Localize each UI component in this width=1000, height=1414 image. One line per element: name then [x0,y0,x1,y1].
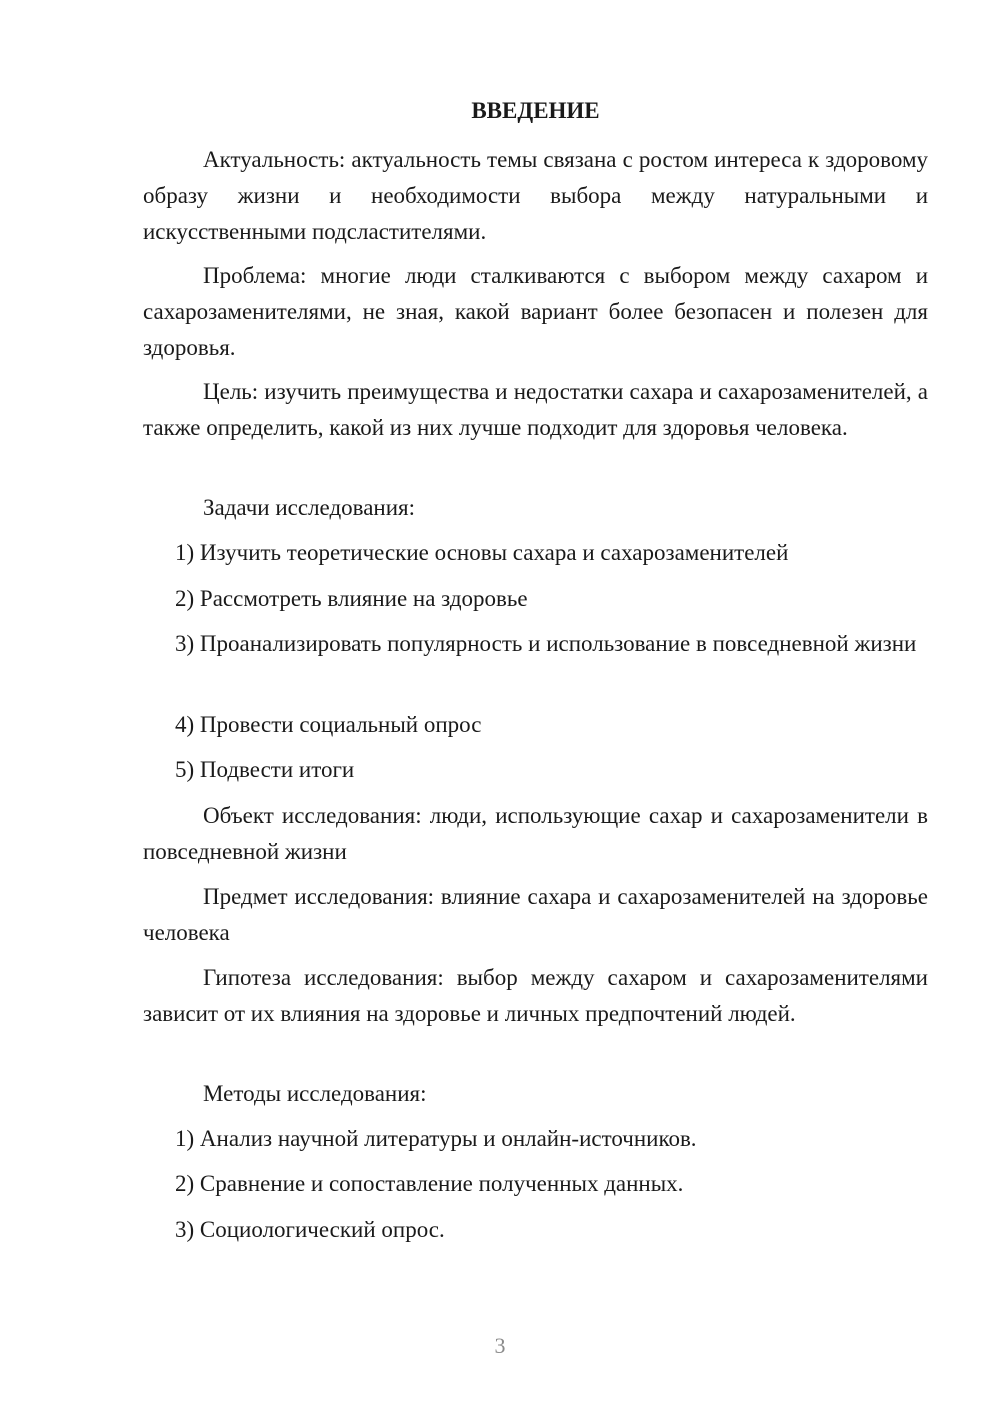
page-number: 3 [494,1333,506,1358]
method-item: 1) Анализ научной литературы и онлайн-источников. [175,1126,697,1151]
actuality-paragraph: Актуальность: актуальность темы связана с ростом интереса к здоровому образу жизни и необходимости выбора между натуральными и искусственными подсластителями. [143,147,928,244]
task-item: 5) Подвести итоги [175,757,355,782]
object-paragraph: Объект исследования: люди, использующие сахар и сахарозаменители в повседневной жизни [143,803,928,864]
tasks-heading: Задачи исследования: [203,495,416,520]
goal-paragraph: Цель: изучить преимущества и недостатки сахара и сахарозаменителей, а также определить, какой из них лучше подходит для здоровья человека. [143,379,928,440]
method-item: 2) Сравнение и сопоставление полученных данных. [175,1171,684,1196]
subject-paragraph: Предмет исследования: влияние сахара и сахарозаменителей на здоровье человека [143,884,928,945]
methods-heading: Методы исследования: [203,1081,427,1106]
problem-paragraph: Проблема: многие люди сталкиваются с выбором между сахаром и сахарозаменителями, не зная, какой вариант более безопасен и полезен для здоровья. [143,263,928,360]
method-item: 3) Социологический опрос. [175,1217,445,1242]
section-title: ВВЕДЕНИЕ [471,98,600,123]
hypothesis-paragraph: Гипотеза исследования: выбор между сахаром и сахарозаменителями зависит от их влияния на здоровье и личных предпочтений людей. [143,965,928,1026]
task-item: 2) Рассмотреть влияние на здоровье [175,586,528,611]
task-item: 3) Проанализировать популярность и использование в повседневной жизни [175,631,917,656]
task-item: 1) Изучить теоретические основы сахара и сахарозаменителей [175,540,789,565]
task-item: 4) Провести социальный опрос [175,712,482,737]
